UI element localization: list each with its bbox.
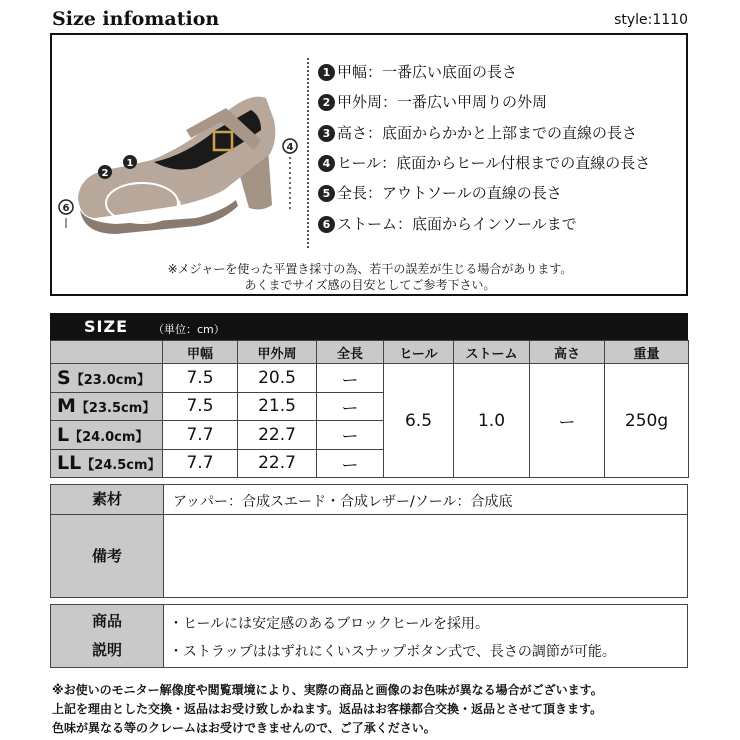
table-row: [51, 364, 689, 392]
size-table-header: [51, 341, 689, 364]
size-title: SIZE: [84, 317, 129, 336]
divider-line: [307, 58, 309, 248]
number-6-icon: 6: [318, 216, 335, 233]
marker-1-icon: [123, 155, 137, 169]
size-unit: （単位：cm）: [153, 323, 225, 336]
col-header: 重量: [605, 341, 689, 364]
cell-kouhaba: 7.5: [163, 392, 238, 420]
footer-note-2: 上記を理由とした交換・返品はお受け致しかねます。返品はお客様都合交換・返品とさせて頂きます。: [52, 702, 603, 716]
size-label: M【23.5cm】: [51, 392, 163, 420]
svg-text:1: 1: [126, 158, 134, 169]
remarks-label: 備考: [51, 515, 164, 597]
col-header: 全長: [317, 341, 384, 364]
number-2-icon: 2: [318, 94, 335, 111]
description-row: [50, 604, 688, 668]
size-label: L【24.0cm】: [51, 421, 163, 449]
measurement-note: ※メジャーを使った平置き採寸の為、若干の誤差が生じる場合があります。: [167, 262, 573, 276]
col-header: 高さ: [530, 341, 605, 364]
page-title: Size infomation: [52, 8, 220, 30]
number-5-icon: 5: [318, 185, 335, 202]
cell-zencho: ー: [317, 449, 384, 477]
footer-note-3: 色味が異なる等のクレームはお受けできませんので、ご了承ください。: [52, 721, 436, 735]
cell-weight: 250g: [605, 364, 689, 478]
cell-heel: 6.5: [384, 364, 454, 478]
number-4-icon: 4: [318, 155, 335, 172]
spec-item: 4 ヒール：底面からヒール付根までの直線の長さ: [318, 155, 650, 172]
svg-text:6: 6: [62, 203, 70, 214]
cell-kougaishu: 21.5: [238, 392, 317, 420]
description-line-2: ・ストラップははずれにくいスナップボタン式で、長さの調節が可能。: [169, 644, 616, 660]
cell-storm: 1.0: [454, 364, 530, 478]
description-label: 商品 説明: [51, 605, 164, 667]
header-corner: [51, 341, 163, 364]
number-3-icon: 3: [318, 125, 335, 142]
number-1-icon: 1: [318, 64, 335, 81]
spec-item: 3 高さ：底面からかかと上部までの直線の長さ: [318, 125, 637, 142]
cell-kougaishu: 20.5: [238, 364, 317, 392]
style-number: style:1110: [614, 12, 688, 28]
cell-zencho: ー: [317, 392, 384, 420]
spec-item: 5 全長：アウトソールの直線の長さ: [318, 185, 562, 202]
material-label: 素材: [51, 485, 164, 514]
shoe-diagram: [56, 40, 306, 240]
size-label: LL【24.5cm】: [51, 449, 163, 477]
marker-2-icon: [98, 165, 112, 179]
size-table: [50, 340, 689, 478]
spec-item: 6 ストーム：底面からインソールまで: [318, 216, 577, 233]
cell-kougaishu: 22.7: [238, 449, 317, 477]
col-header: ヒール: [384, 341, 454, 364]
svg-text:4: 4: [286, 142, 294, 153]
cell-kougaishu: 22.7: [238, 421, 317, 449]
measurement-note-2: あくまでサイズ感の目安としてご参考下さい。: [244, 278, 496, 292]
svg-text:2: 2: [101, 168, 109, 179]
spec-item: 1 甲幅：一番広い底面の長さ: [318, 64, 517, 81]
cell-kouhaba: 7.7: [163, 449, 238, 477]
cell-kouhaba: 7.5: [163, 364, 238, 392]
remarks-row: [50, 514, 688, 598]
marker-6-icon: [59, 200, 73, 214]
footer-note-1: ※お使いのモニター解像度や閲覧環境により、実際の商品と画像のお色味が異なる場合がございます。: [52, 683, 603, 697]
col-header: 甲外周: [238, 341, 317, 364]
size-label: S【23.0cm】: [51, 364, 163, 392]
material-value: アッパー：合成スエード・合成レザー/ソール：合成底: [173, 494, 513, 510]
col-header: 甲幅: [163, 341, 238, 364]
spec-item: 2 甲外周：一番広い甲周りの外周: [318, 94, 547, 111]
cell-zencho: ー: [317, 364, 384, 392]
cell-zencho: ー: [317, 421, 384, 449]
size-header-bar: [50, 313, 688, 340]
cell-height: ー: [530, 364, 605, 478]
col-header: ストーム: [454, 341, 530, 364]
material-row: [50, 484, 688, 515]
description-line-1: ・ヒールには安定感のあるブロックヒールを採用。: [169, 616, 490, 632]
cell-kouhaba: 7.7: [163, 421, 238, 449]
marker-4-icon: [283, 139, 297, 153]
